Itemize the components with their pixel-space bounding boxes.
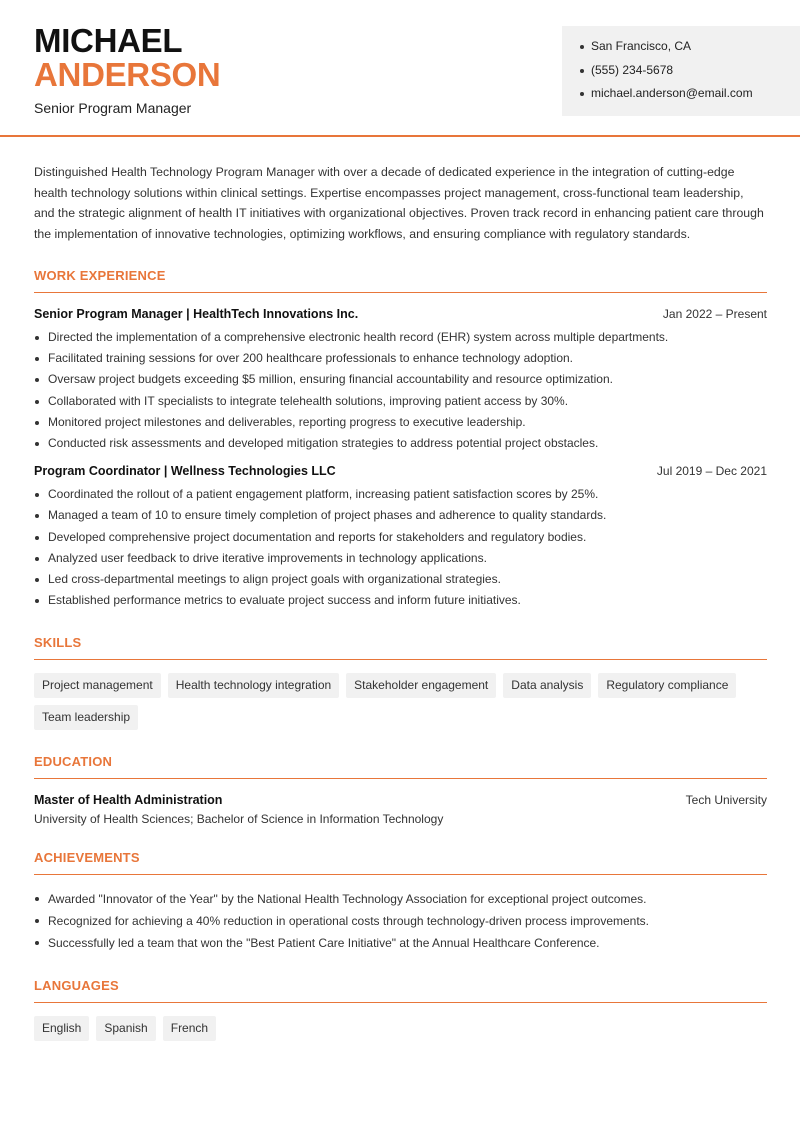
contact-email-text[interactable]: michael.anderson@email.com [591, 86, 753, 100]
bullet-icon [35, 493, 39, 497]
achievements-list [34, 888, 767, 954]
list-item [34, 412, 767, 433]
resume-body [34, 162, 767, 1041]
bullet-icon [35, 378, 39, 382]
bullet-text: Collaborated with IT specialists to integrate telehealth solutions, improving patient access by 30%. [48, 393, 569, 408]
language-tag: French [163, 1016, 216, 1041]
first-name: MICHAEL [34, 22, 183, 59]
degree-name: Master of Health Administration [34, 793, 223, 808]
work-experience-list [34, 307, 767, 611]
job-bullets [34, 484, 767, 611]
bullet-icon [580, 69, 584, 73]
bullet-text: Led cross-departmental meetings to align project goals with organizational strategies. [48, 572, 501, 587]
list-item [34, 569, 767, 590]
bullet-icon [35, 941, 39, 945]
job-dates: Jul 2019 – Dec 2021 [656, 464, 767, 479]
language-tag: Spanish [96, 1016, 155, 1041]
job-role: Program Coordinator | Wellness Technologies LLC [34, 464, 336, 479]
contact-location-text: San Francisco, CA [591, 39, 692, 53]
bullet-text: Coordinated the rollout of a patient engagement platform, increasing patient satisfaction scores by 25%. [48, 487, 599, 502]
bullet-text: Facilitated training sessions for over 200 healthcare professionals to enhance technology adoption. [48, 351, 573, 366]
achievement-text: Recognized for achieving a 40% reduction in operational costs through technology-driven process improvements. [48, 914, 650, 929]
candidate-title: Senior Program Manager [34, 100, 192, 116]
contact-phone-text: (555) 234-5678 [591, 62, 674, 77]
job-header [34, 464, 767, 478]
skill-tag: Regulatory compliance [598, 673, 736, 698]
job-bullets [34, 327, 767, 454]
section-title-skills: SKILLS [34, 635, 767, 660]
education-entry [34, 793, 767, 826]
bullet-text: Managed a team of 10 to ensure timely completion of project phases and adherence to quality standards. [48, 508, 607, 523]
bullet-text: Developed comprehensive project documentation and reports for stakeholders and regulatory bodies. [48, 529, 587, 544]
list-item [34, 548, 767, 569]
resume-header [0, 0, 800, 137]
bullet-icon [35, 897, 39, 901]
bullet-text: Conducted risk assessments and developed mitigation strategies to address potential project obstacles. [48, 436, 599, 451]
section-title-achievements: ACHIEVEMENTS [34, 850, 767, 875]
bullet-icon [35, 514, 39, 518]
job-header [34, 307, 767, 321]
bullet-icon [35, 919, 39, 923]
job-entry [34, 464, 767, 611]
bullet-icon [35, 400, 39, 404]
list-item [34, 327, 767, 348]
job-entry [34, 307, 767, 454]
bullet-text: Directed the implementation of a comprehensive electronic health record (EHR) system across multiple departments. [48, 330, 669, 344]
list-item [34, 484, 767, 505]
bullet-text: Oversaw project budgets exceeding $5 million, ensuring financial accountability and resource optimization. [48, 372, 613, 387]
contact-email[interactable] [580, 86, 800, 110]
school-name: Tech University [685, 793, 767, 808]
list-item [34, 348, 767, 369]
section-title-languages: LANGUAGES [34, 978, 767, 1003]
achievement-text: Awarded "Innovator of the Year" by the National Health Technology Association for exceptional project outcomes. [48, 892, 647, 907]
bullet-icon [35, 599, 39, 603]
contact-box [562, 26, 800, 116]
bullet-icon [35, 442, 39, 446]
bullet-icon [35, 578, 39, 582]
bullet-icon [35, 536, 39, 540]
language-tag: English [34, 1016, 89, 1041]
bullet-icon [35, 336, 39, 340]
contact-phone [580, 63, 800, 87]
skill-tag: Project management [34, 673, 161, 698]
list-item [34, 888, 767, 910]
last-name: ANDERSON [34, 56, 221, 93]
list-item [34, 505, 767, 526]
section-title-work: WORK EXPERIENCE [34, 268, 767, 293]
skill-tag: Health technology integration [168, 673, 339, 698]
education-details: University of Health Sciences; Bachelor of Science in Information Technology [34, 812, 444, 827]
bullet-icon [580, 45, 584, 49]
section-title-education: EDUCATION [34, 754, 767, 779]
list-item [34, 910, 767, 932]
job-dates: Jan 2022 – Present [662, 307, 767, 321]
list-item [34, 590, 767, 611]
languages-list [34, 1016, 767, 1041]
skills-list [34, 673, 767, 730]
list-item [34, 369, 767, 390]
bullet-icon [35, 557, 39, 561]
achievement-text: Successfully led a team that won the "Best Patient Care Initiative" at the Annual Healthcare Conference. [48, 936, 600, 951]
list-item [34, 932, 767, 954]
bullet-text: Established performance metrics to evaluate project success and inform future initiatives. [48, 593, 521, 608]
bullet-icon [35, 357, 39, 361]
candidate-name [34, 24, 220, 92]
bullet-icon [35, 421, 39, 425]
contact-location [580, 39, 800, 63]
skill-tag: Data analysis [503, 673, 591, 698]
bullet-text: Analyzed user feedback to drive iterative improvements in technology applications. [48, 550, 487, 565]
bullet-icon [580, 92, 584, 96]
professional-summary: Distinguished Health Technology Program Manager with over a decade of dedicated experience in the integration of cutting-edge health technology solutions within clinical settings. Expertise encompasses project management, cross-functional team leadership, and the strategic alignment of health IT initiatives with organizational objectives. Proven track record in enhancing patient care through the implementation of innovative technologies, optimizing workflows, and ensuring compliance with regulatory standards. [34, 165, 764, 241]
list-item [34, 391, 767, 412]
list-item [34, 527, 767, 548]
skill-tag: Stakeholder engagement [346, 673, 496, 698]
list-item [34, 433, 767, 454]
job-role: Senior Program Manager | HealthTech Innovations Inc. [34, 307, 359, 321]
skill-tag: Team leadership [34, 705, 138, 730]
bullet-text: Monitored project milestones and deliverables, reporting progress to executive leadership. [48, 414, 526, 429]
